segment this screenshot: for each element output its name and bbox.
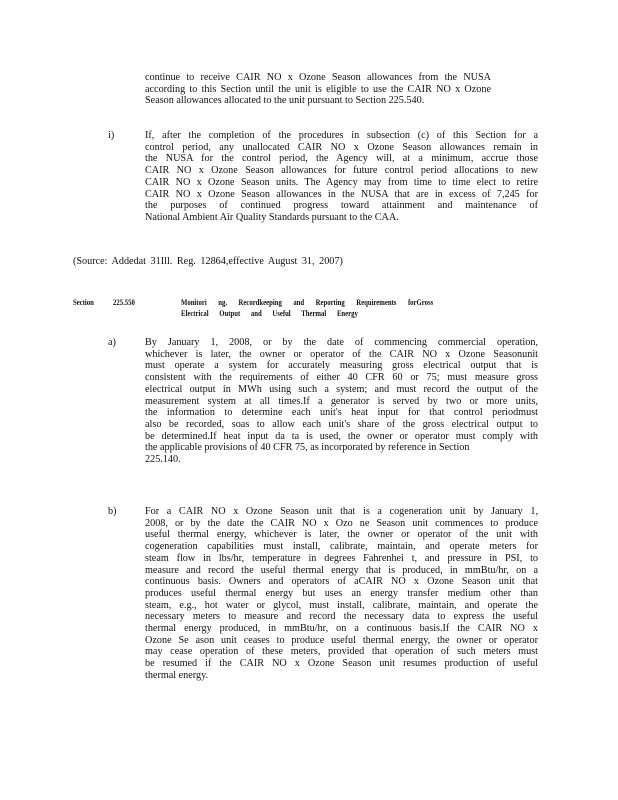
text-line: CAIR NO x Ozone Season allowances in the NUSA that are in excess of 7,245 for [145,188,538,200]
text-line: may cease operation of these meters, provided that operation of such meters must [145,646,538,658]
text-line: CAIR NO x Ozone Season units. The Agency may from time to time elect to retire [145,176,538,188]
source-note: (Source: Addedat 31Ill. Reg. 12864,effective August 31, 2007) [73,256,343,267]
text-line: thermal energy. [145,669,209,681]
text-line: consistent with the requirements of either 40 CFR 60 or 75; must measure gross [145,372,538,384]
text-line: produces useful thermal energy but uses an energy transfer medium other than [145,587,538,599]
section-title-line-2: Electrical Output and Useful Thermal Energy [181,309,358,318]
text-line: be determined.If heat input da ta is used, the owner or operator must comply with [145,430,538,442]
text-line: the NUSA for the control period, the Agency will, at a minimum, accrue those [145,153,538,165]
subsection-b-text [145,506,538,682]
text-line: continuous basis. Owners and operators of aCAIR NO x Ozone Season unit that [145,576,538,588]
subsection-a-label: a) [108,337,116,348]
text-line: measurement system at all times.If a generator is served by two or more units, [145,395,538,407]
text-line: the purposes of continued progress toward attainment and maintenance of [145,200,538,212]
text-line: be resumed if the CAIR NO x Ozone Season unit resumes production of useful [145,658,538,670]
text-line: For a CAIR NO x Ozone Season unit that is a cogeneration unit by January 1, [145,506,538,517]
text-line: thermal energy produced, in mmBtu/hr, on a continuous basis.If the CAIR NO x [145,623,538,635]
text-line: electrical output in MWh using such a system; and must record the output of the [145,383,538,395]
text-line: the applicable provisions of 40 CFR 75, as incorporated by reference in Section [145,442,470,454]
text-line: must operate a system for accurately measuring gross electrical output that is [145,360,538,372]
text-line: 225.140. [145,454,181,466]
text-line: steam flow in lbs/hr, temperature in degrees Fahrenhei t, and pressure in PSI, to [145,552,538,564]
text-line: CAIR NO x Ozone Season allowances for future control period allocations to new [145,165,538,177]
section-title-line-1: Monitori ng, Recordkeeping and Reporting Requirements forGross [181,298,434,307]
subsection-i-label: i) [108,130,115,141]
text-line: control period, any unallocated CAIR NO x Ozone Season allowances remain in [145,141,538,153]
text-line: the information to determine each unit's heat input for that control periodmust [145,407,538,419]
text-line: cogeneration capabilities must install, calibrate, maintain, and operate meters for [145,541,538,553]
text-line: useful thermal energy, whichever is later, the owner or operator of the unit with [145,529,538,541]
subsection-b-label: b) [108,506,117,517]
text-line: also be recorded, soas to allow each unit's share of the gross electrical output to [145,418,538,430]
subsection-a-text [145,337,538,466]
text-line: 2008, or by the date the CAIR NO x Ozo ne Season unit commences to produce [145,517,538,529]
subsection-i-text [145,130,538,224]
text-line: steam, e.g., hot water or glycol, must install, calibrate, maintain, and operate the [145,599,538,611]
text-line: Season allowances allocated to the unit pursuant to Section 225.540. [145,95,425,107]
text-line: according to this Section until the unit is eligible to use the CAIR NO x Ozone [145,83,491,95]
text-line: National Ambient Air Quality Standards pursuant to the CAA. [145,211,399,223]
section-number: 225.550 [113,298,135,307]
text-line: measure and record the useful thermal energy that is produced, in mmBtu/hr, on a [145,564,538,576]
text-line: By January 1, 2008, or by the date of commencing commercial operation, [145,337,538,348]
text-line: necessary meters to measure and record the necessary data to express the useful [145,611,538,623]
text-line: If, after the completion of the procedures in subsection (c) of this Section for a [145,130,538,141]
section-word: Section [73,298,94,307]
text-line: whichever is later, the owner or operator of the CAIR NO x Ozone Seasonunit [145,348,538,360]
text-line: Ozone Se ason unit ceases to produce useful thermal energy, the owner or operator [145,634,538,646]
continued-paragraph [145,72,491,107]
text-line: continue to receive CAIR NO x Ozone Season allowances from the NUSA [145,72,491,83]
